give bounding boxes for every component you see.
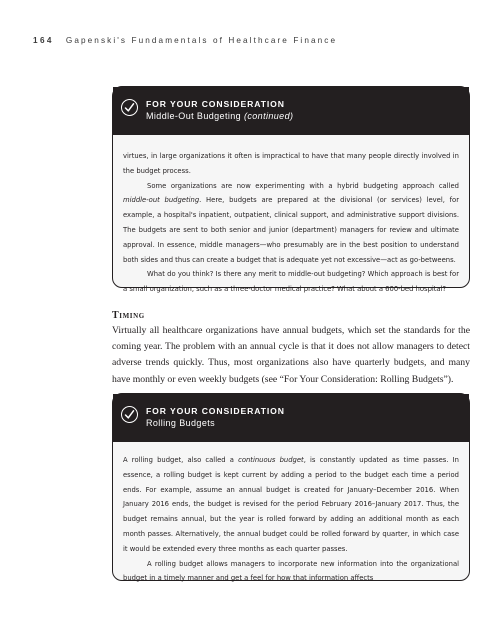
box-paragraph: Some organizations are now experimenting with a hybrid budgeting approach called middle-out budgeting. Here, budgets are prepared at the divisional (or services) level, for example, a hospital's inpatient, outpatient, clinical support, and administrative support divisions. The budgets are sent to both senior and junior (department) managers for review and ultimate approval. In essence, middle managers—who presumably are in the best position to understand both sides and thus can create a budget that is adequate yet not excessive—act as go-betweens.: [123, 181, 460, 264]
section-heading: Timing: [112, 310, 145, 321]
box-paragraph: A rolling budget allows managers to incorporate new information into the organizational budget in a timely manner and get a feel for how that information affects: [123, 559, 459, 583]
consideration-box-rolling-budgets: [112, 393, 470, 581]
box-body: [113, 441, 469, 594]
consideration-box-middle-out: [112, 86, 470, 294]
book-title: Gapenski's Fundamentals of Healthcare Finance: [65, 36, 338, 45]
checkmark-icon: [121, 406, 138, 423]
term-middle-out-budgeting: middle-out budgeting: [123, 196, 200, 205]
checkmark-icon: [121, 99, 138, 116]
section-paragraph: Virtually all healthcare organizations have annual budgets, which set the standards for the coming year. The problem with an annual cycle is that it does not allow managers to detect adverse trends quickly. Thus, most organizations also have quarterly budgets, and many have monthly or even weekly budgets (see “For Your Consideration: Rolling Budgets”).: [112, 325, 470, 385]
box-title-suffix: (continued): [243, 111, 294, 121]
box-header: [113, 394, 469, 441]
box-kicker: FOR YOUR CONSIDERATION: [146, 406, 285, 416]
box-kicker: FOR YOUR CONSIDERATION: [146, 99, 285, 109]
box-header: [113, 87, 469, 134]
box-title: Middle-Out Budgeting (continued): [146, 111, 294, 121]
term-continuous-budget: continuous budget: [238, 456, 304, 464]
box-body: [113, 134, 469, 305]
running-head: [33, 36, 473, 45]
page-number: 164: [33, 36, 54, 45]
box-paragraph: virtues, in large organizations it often is impractical to have that many people directly involved in the budget process.: [123, 152, 459, 175]
box-paragraph: What do you think? Is there any merit to middle-out budgeting? Which approach is best for a small organization, such as a three-doctor medical practice? What about a 600-bed hospital?: [123, 270, 459, 294]
box-title: Rolling Budgets: [146, 418, 216, 428]
box-paragraph: A rolling budget, also called a continuous budget, is constantly updated as time passes. In essence, a rolling budget is kept current by adding a period to the budget each time a period ends. For example, assume an annual budget is created for January–December 2016. When January 2016 ends, the budget is revised for the period February 2016–January 2017. Thus, the budget remains annual, but the year is rolled forward by adding an additional month as each month passes. Alternatively, the annual budget could be rolled forward by quarter, in which case it would be extended every three months as each quarter passes.: [123, 456, 459, 553]
